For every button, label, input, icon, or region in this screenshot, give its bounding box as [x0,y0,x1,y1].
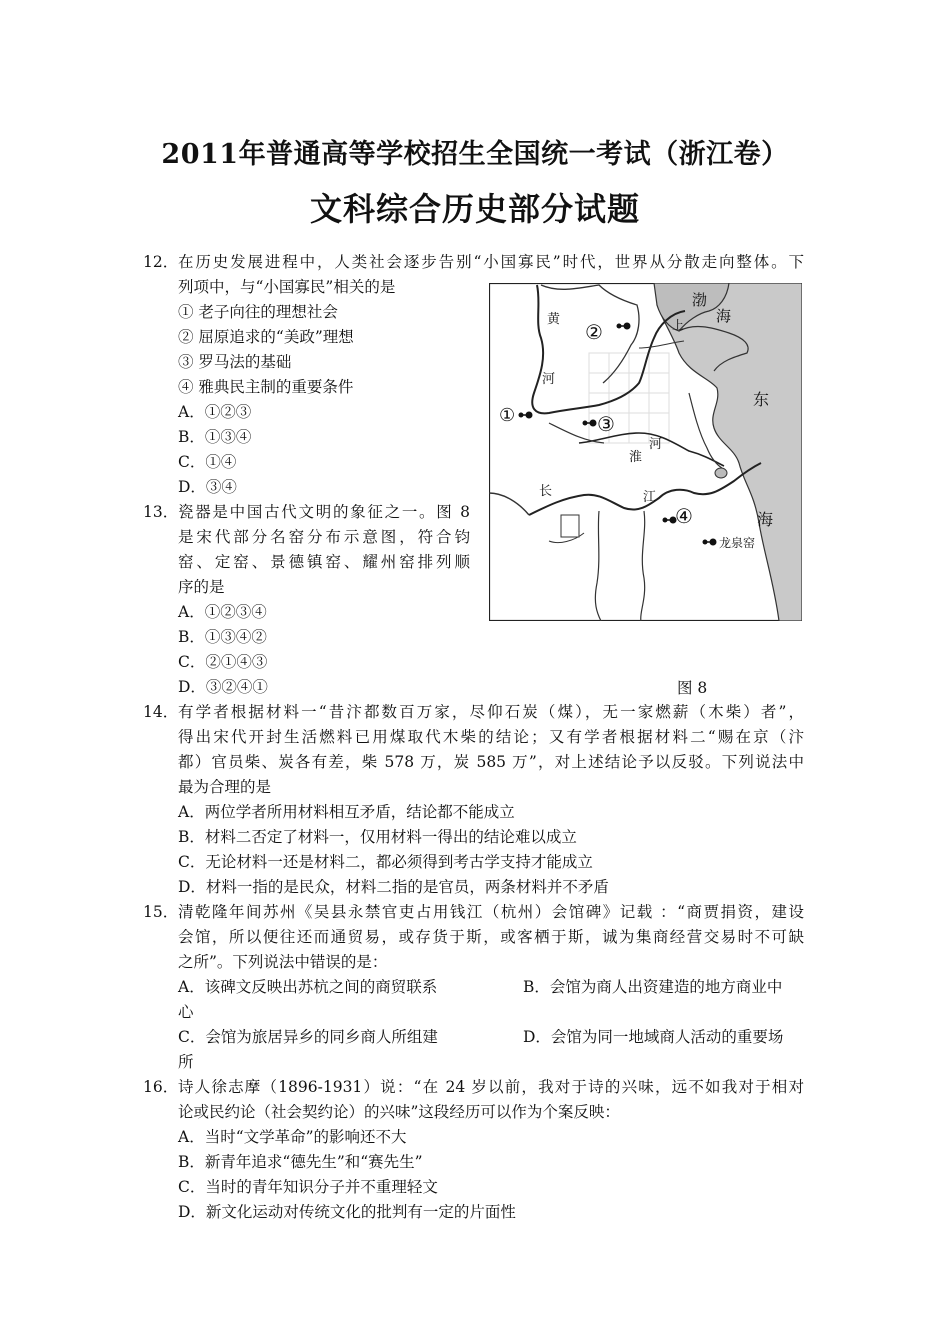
map-label-huai: 淮 [629,450,643,465]
map-label-huang: 黄 [547,312,561,327]
q12-option-d: D．③④ [178,478,237,496]
map-label-dong: 东 [753,390,770,409]
q14-option-a: A．两位学者所用材料相互矛盾，结论都不能成立 [178,803,515,821]
exam-title: 2011年普通高等学校招生全国统一考试（浙江卷） [161,139,789,170]
exam-subtitle: 文科综合历史部分试题 [309,190,640,228]
q12-item: ③ 罗马法的基础 [178,353,292,371]
map-marker-2: ② [585,320,603,344]
map-marker-4: ④ [675,504,693,528]
q16-number: 16． [143,1078,179,1096]
q14-stem: 都）官员柴、炭各有差，柴 578 万，炭 585 万”，对上述结论予以反驳。下列说法中 [178,753,804,771]
q15-stem: 清乾隆年间苏州《吴县永禁官吏占用钱江（杭州）会馆碑》记载 ：“商贾捐资，建设 [178,903,804,921]
q14-option-b: B．材料二否定了材料一，仅用材料一得出的结论难以成立 [178,828,577,846]
map-marker-3: ③ [597,412,615,436]
q14-option-c: C．无论材料一还是材料二，都必须得到考古学支持才能成立 [178,853,593,871]
q15-stem: 之所”。下列说法中错误的是： [178,953,388,971]
q13-option-c: C．②①④③ [178,653,268,671]
q12-option-c: C．①④ [178,453,237,471]
q15-number: 15． [143,903,179,921]
q15-option-b: B．会馆为商人出资建造的地方商业中 [523,978,783,996]
map-label-hai-bohai: 海 [716,307,732,325]
q12-number: 12． [143,253,179,271]
song-kiln-map [489,283,802,621]
q15-option-a: A．该碑文反映出苏杭之间的商贸联系 [178,978,438,996]
q13-option-b: B．①③④② [178,628,267,646]
q15-option-d: D．会馆为同一地域商人活动的重要场 [523,1028,784,1046]
q14-stem: 最为合理的是 [178,778,272,796]
q12-option-b: B．①③④ [178,428,252,446]
q16-stem: 诗人徐志摩（1896-1931）说：“在 24 岁以前，我对于诗的兴味，远不如我对于相对 [178,1078,804,1096]
q15-option-c: C．会馆为旅居异乡的同乡商人所组建 [178,1028,438,1046]
figure-caption: 图 8 [677,679,708,697]
q13-stem: 窑、定窑、景德镇窑、耀州窑排列顺 [178,553,470,571]
q12-item: ① 老子向往的理想社会 [178,303,338,321]
q12-stem: 在历史发展进程中，人类社会逐步告别“小国寡民”时代，世界从分散走向整体。下 [178,253,804,271]
q12-option-a: A．①②③ [178,403,252,421]
q14-number: 14． [143,703,179,721]
q12-item: ④ 雅典民主制的重要条件 [178,378,354,396]
q14-stem: 得出宋代开封生活燃料已用煤取代木柴的结论；又有学者根据材料二“赐在京（汴 [178,728,804,746]
map-label-hai: 海 [757,510,774,529]
map-label-bo: 渤 [692,291,708,309]
q13-option-a: A．①②③④ [178,603,267,621]
map-label-he2: 河 [649,437,663,452]
map-label-he: 河 [542,372,556,387]
q14-stem: 有学者根据材料一“昔汴都数百万家，尽仰石炭（煤），无一家燃薪（木柴）者”， [178,703,804,721]
q16-option-a: A．当时“文学革命”的影响还不大 [178,1128,407,1146]
q13-stem: 序的是 [178,578,225,596]
map-label-longquan: 龙泉窑 [719,536,756,550]
q16-option-c: C．当时的青年知识分子并不重理轻文 [178,1178,438,1196]
q14-option-d: D．材料一指的是民众，材料二指的是官员，两条材料并不矛盾 [178,878,609,896]
q12-item: ② 屈原追求的“美政”理想 [178,328,354,346]
q16-option-b: B．新青年追求“德先生”和“赛先生” [178,1153,423,1171]
q16-option-d: D．新文化运动对传统文化的批判有一定的片面性 [178,1203,516,1221]
q13-stem: 是宋代部分名窑分布示意图，符合钧 [178,528,470,546]
q16-stem: 论或民约论（社会契约论）的兴味”这段经历可以作为个案反映： [178,1103,620,1121]
map-label-chang: 长 [539,484,553,499]
q13-stem: 瓷器是中国古代文明的象征之一。图 8 [178,503,470,521]
q15-option-d-wrap: 所 [178,1053,194,1071]
q13-number: 13． [143,503,179,521]
map-label-shang: 上 [672,318,685,332]
q13-option-d: D．③②④① [178,678,268,696]
q15-stem: 会馆，所以便往还而通贸易，或存货于斯，或客栖于斯，诚为集商经营交易时不可缺 [178,928,804,946]
q12-stem: 列项中，与“小国寡民”相关的是 [178,278,396,296]
map-label-jiang: 江 [643,490,657,505]
map-marker-1: ① [499,405,516,426]
q15-option-b-wrap: 心 [178,1003,194,1021]
